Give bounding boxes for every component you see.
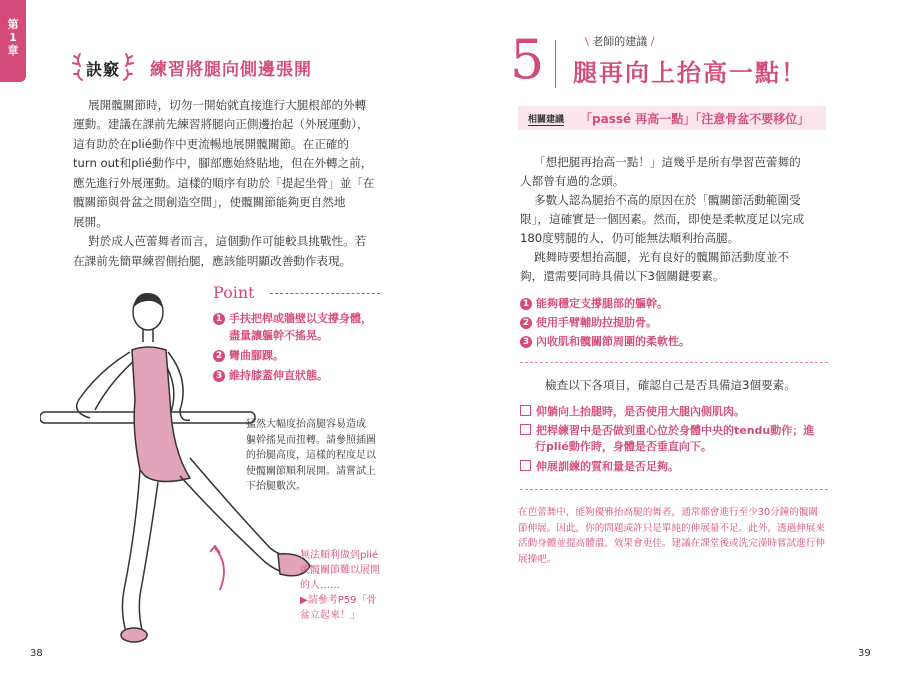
left-para-line-3: 這有助於在plié動作中更流暢地展開髖關節。在正確的 xyxy=(73,137,349,151)
secret-badge-label: 訣竅 xyxy=(85,60,120,79)
left-para-line-5: 應先進行外展運動。這樣的順序有助於「提起坐骨」並「在 xyxy=(73,176,375,190)
point-item-3-text: 維持膝蓋伸直狀態。 xyxy=(229,369,328,382)
left-para-line-1: 展開髖關節時，切勿一開始就直接進行大腿根部的外轉 xyxy=(88,98,367,112)
left-para-line-10: 在課前先簡單練習側抬腿，應該能明顯改善動作表現。 xyxy=(73,254,352,268)
related-advice-label: 相關建議 xyxy=(528,112,564,126)
note-line-4: 使髖關節順利展開。請嘗試上 xyxy=(246,466,376,477)
check-item-2-line-1: 把桿練習中是否做到重心位於身體中央的tendu動作；進 xyxy=(536,424,815,437)
right-para-line-7: 夠，還需要同時具備以下3個關鍵要素。 xyxy=(520,269,725,283)
advice-number: 5 xyxy=(510,28,545,91)
left-para-line-4: turn out和plié動作中，腳部應始終貼地，但在外轉之前， xyxy=(73,156,373,170)
check-item-3-text: 伸展訓練的質和量是否足夠。 xyxy=(536,460,679,473)
checkbox-icon xyxy=(520,460,531,471)
right-page-title: 腿再向上抬高一點！ xyxy=(573,59,807,87)
requirement-item-2 xyxy=(520,314,657,331)
point-item-1-line-1: 手扶把桿或牆壁以支撐身體， xyxy=(229,312,372,325)
divider-dashed-2 xyxy=(520,489,828,490)
chapter-tab-line1: 第 xyxy=(7,18,19,31)
pink-note-line-3: 的人…… xyxy=(300,580,340,591)
chapter-tab-line3: 章 xyxy=(7,44,19,57)
check-item-3 xyxy=(520,458,679,475)
accent-mark-left: \ xyxy=(585,35,593,48)
pink-note-line-4: ▶請參考P59「骨 xyxy=(300,595,377,606)
requirement-number-1: 1 xyxy=(520,298,532,310)
point-number-3: 3 xyxy=(213,370,225,382)
chapter-tab xyxy=(0,0,26,82)
left-para-line-9: 對於成人芭蕾舞者而言，這個動作可能較具挑戰性。若 xyxy=(88,234,367,248)
pink-note-line-5: 盆立起來！」 xyxy=(300,610,360,621)
page-number-left: 38 xyxy=(30,648,43,659)
accent-mark-right: / xyxy=(647,35,655,48)
page-number-right: 39 xyxy=(858,648,871,659)
point-number-2: 2 xyxy=(213,350,225,362)
requirement-number-3: 3 xyxy=(520,336,532,348)
note-line-3: 的抬腿高度，這樣的程度足以 xyxy=(246,450,376,461)
requirement-number-2: 2 xyxy=(520,317,532,329)
checkbox-icon xyxy=(520,405,531,416)
requirement-text-2: 使用手臂輔助拉提肋骨。 xyxy=(536,316,657,329)
requirement-text-1: 能夠穩定支撐腿部的軀幹。 xyxy=(536,297,668,310)
right-para-line-4: 限」，這確實是一個因素。然而，即使是柔軟度足以完成 xyxy=(520,212,805,226)
advice-label xyxy=(585,33,654,49)
left-para-line-7: 展開。 xyxy=(73,215,108,229)
right-para-line-6: 跳舞時要想抬高腿，光有良好的髖關節活動度並不 xyxy=(534,250,790,264)
pink-note-line-2: 或髖關節難以展開 xyxy=(300,565,380,576)
right-para-line-5: 180度劈腿的人，仍可能無法順利抬高腿。 xyxy=(520,231,740,245)
check-intro: 檢查以下各項目，確認自己是否具備這3個要素。 xyxy=(545,378,796,392)
checkbox-icon xyxy=(520,424,531,435)
chapter-tab-line2: 1 xyxy=(9,31,17,44)
note-line-2: 軀幹搖晃而扭轉。請參照插圖 xyxy=(246,435,376,446)
point-heading: Point xyxy=(213,283,255,302)
footnote-line-1: 在芭蕾舞中，能夠優雅抬高腿的舞者，通常都會進行至少30分鐘的髖關 xyxy=(518,507,819,518)
right-para-line-2: 人都曾有過的念頭。 xyxy=(520,174,625,188)
point-item-2-text: 彎曲腳踝。 xyxy=(229,349,284,362)
heading-divider xyxy=(555,40,556,88)
related-advice-box xyxy=(518,106,826,130)
advice-label-text: 老師的建議 xyxy=(592,35,648,48)
note-line-5: 下抬腿數次。 xyxy=(246,481,306,492)
right-para-line-1: 「想把腿再抬高一點！」這幾乎是所有學習芭蕾舞的 xyxy=(534,155,801,169)
requirement-text-3: 內收肌和髖關節周圍的柔軟性。 xyxy=(536,335,690,348)
footnote xyxy=(518,505,830,567)
right-para-line-3: 多數人認為腿抬不高的原因在於「髖關節活動範圍受 xyxy=(534,193,801,207)
footnote-line-2: 節伸展。因此，你的問題或許只是單純的伸展量不足。此外，透過伸展來 xyxy=(518,522,825,534)
check-item-2-line-2: 行plié動作時，身體是否垂直向下。 xyxy=(535,440,712,453)
check-item-2 xyxy=(520,422,814,439)
left-para-line-2: 運動。建議在課前先練習將腿向正側邊抬起（外展運動）， xyxy=(73,117,369,131)
point-number-1: 1 xyxy=(213,313,225,325)
point-item-1-line-2: 盡量讓軀幹不搖晃。 xyxy=(229,329,328,342)
related-advice-text: 「passé 再高一點」「注意骨盆不要移位」 xyxy=(580,112,810,126)
divider-dashed-1 xyxy=(520,362,828,363)
footnote-line-4: 展操吧。 xyxy=(518,553,557,565)
check-item-1 xyxy=(520,403,745,420)
note-line-1: 猛然大幅度抬高腿容易造成 xyxy=(246,419,366,430)
secret-badge xyxy=(72,48,134,86)
left-para-line-6: 髖關節與骨盆之間創造空間」，使髖關節能夠更自然地 xyxy=(73,195,346,209)
requirement-item-3 xyxy=(520,333,690,350)
footnote-line-3: 活動身體並提高體溫，效果會更佳。建議在課堂後或洗完澡時嘗試進行伸 xyxy=(518,538,825,549)
check-item-1-text: 仰躺向上抬腿時，是否使用大腿內側肌肉。 xyxy=(536,405,745,418)
pink-note-line-1: 無法順利做到plié xyxy=(300,550,379,561)
requirement-item-1 xyxy=(520,295,668,312)
left-page-title: 練習將腿向側邊張開 xyxy=(150,60,312,80)
